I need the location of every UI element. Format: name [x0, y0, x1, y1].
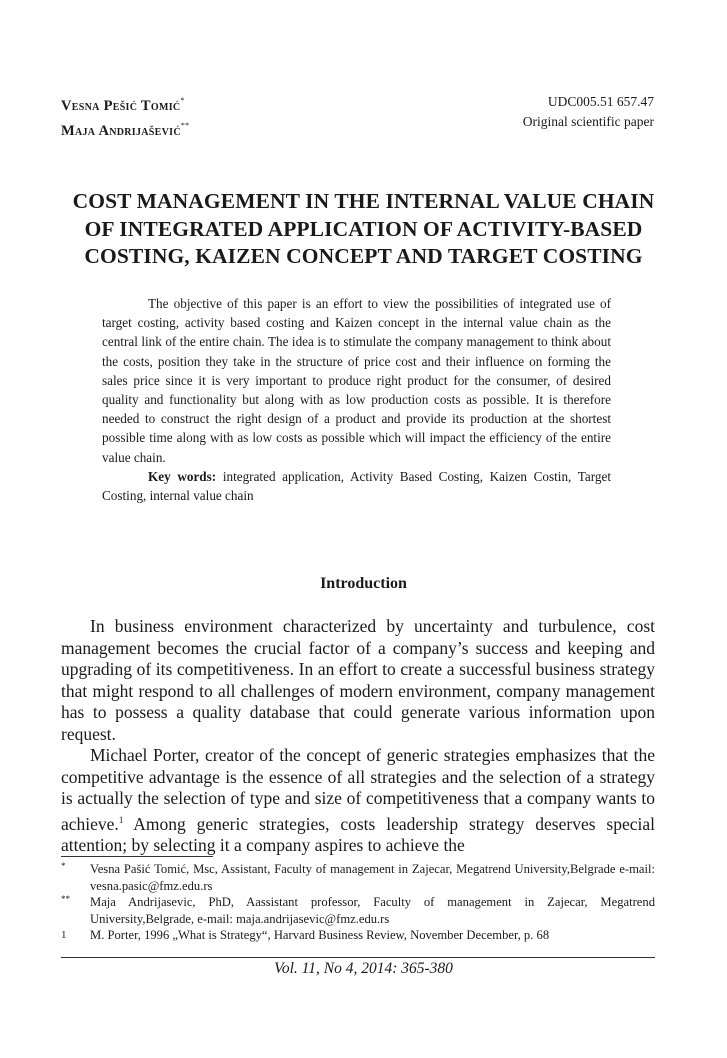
footnote-divider [61, 856, 213, 857]
title-line: OF INTEGRATED APPLICATION OF ACTIVITY-BASED [84, 216, 643, 241]
paragraph: Michael Porter, creator of the concept of generic strategies emphasizes that the competitive advantage is the essence of all strategies and the selection of a strategy is actually the selection of type and size of competitiveness that a company wants to achieve.$^1$ Among generic strategies, costs leadership strategy deserves special attention; by selecting it a company aspires to achieve the [61, 745, 655, 855]
section-heading: Introduction [320, 575, 407, 592]
footnote-ref[interactable]: 1 [118, 814, 124, 825]
paper-title [40, 188, 687, 271]
footnote: 1 M. Porter, 1996 „What is Strategy“, Harvard Business Review, November December, p. 68 [61, 928, 550, 942]
paper-meta [523, 92, 654, 132]
author-2: Maja Andrijašević** [61, 121, 190, 139]
title-line: COST MANAGEMENT IN THE INTERNAL VALUE CHAIN [72, 189, 655, 213]
keywords-text: integrated application, Activity Based Costing, Kaizen Costin, Target Costing, internal value chain [102, 468, 611, 504]
author-list [61, 91, 189, 141]
footnote: ** Maja Andrijasevic, PhD, Aassistant professor, Faculty of management in Zajecar, Megatrend University,Belgrade, e-mail: maja.andrijasevic@fmz.edu.rs [61, 894, 655, 926]
udc-code: UDC005.51 657.47 [547, 94, 654, 109]
footnotes [61, 861, 655, 944]
paper-type: Original scientific paper [522, 114, 654, 129]
title-line: COSTING, KAIZEN CONCEPT AND TARGET COSTING [84, 244, 643, 268]
author-1: Vesna Pešić Tomić* [61, 96, 185, 114]
paragraph: In business environment characterized by uncertainty and turbulence, cost management becomes the crucial factor of a company’s success and keeping and upgrading of its competitiveness. In an effort to create a successful business strategy that might respond to all challenges of modern environment, company management has to possess a quality database that could generate various information upon request. [61, 616, 655, 744]
footnote: * Vesna Pašić Tomić, Msc, Assistant, Faculty of management in Zajecar, Megatrend University,Belgrade e-mail: vesna.pasic@fmz.edu.rs [61, 861, 655, 893]
journal-reference: Vol. 11, No 4, 2014: 365-380 [274, 960, 453, 977]
abstract-text: The objective of this paper is an effort to view the possibilities of integrated use of target costing, activity based costing and Kaizen concept in the internal value chain as the central link of the entire chain. The idea is to stimulate the company management to think about the costs, position they take in the structure of price cost and their influence on forming the sales price since it is very important to produce right product for the consumer, of desired quality and functionality but along with as low production costs as possible. It is therefore needed to construct the right design of a product and provide its production at the shortest possible time along with as low costs as possible which will impact the efficiency of the entire value chain. [102, 296, 611, 465]
keywords [102, 467, 611, 505]
abstract [102, 294, 611, 505]
body-text [61, 616, 655, 857]
footer-divider [61, 957, 655, 958]
keywords-label: Key words: [148, 468, 217, 484]
